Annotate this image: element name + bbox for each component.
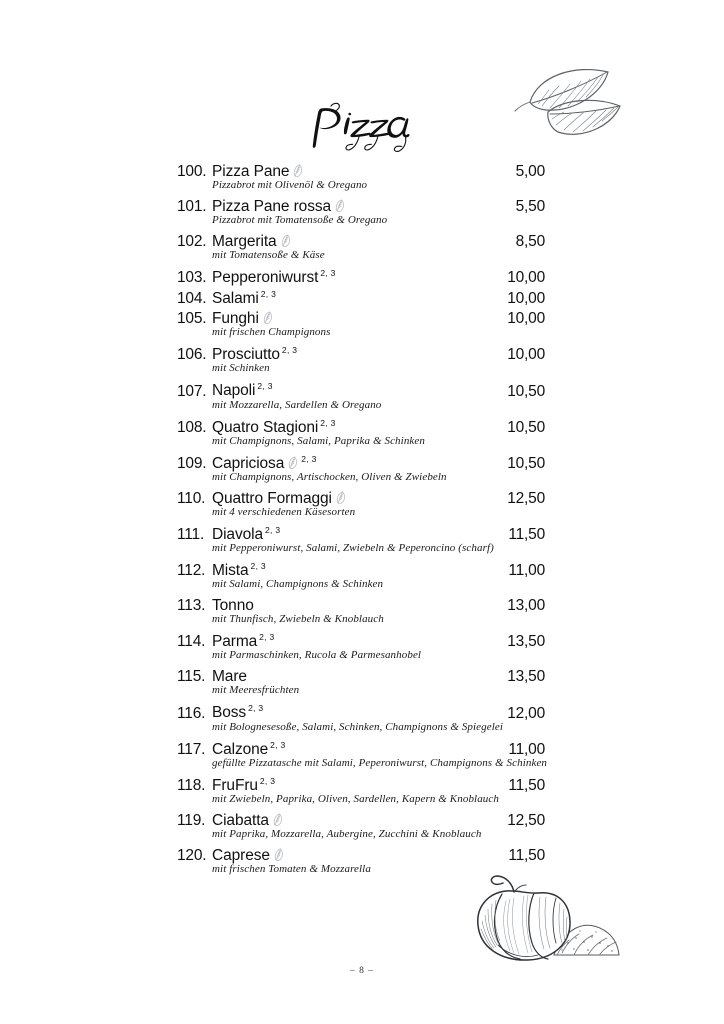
menu-item-number: 100. xyxy=(177,163,207,180)
vegetarian-leaf-icon xyxy=(293,164,304,177)
menu-item-number: 108. xyxy=(177,418,207,436)
menu-item xyxy=(0,310,724,338)
menu-item xyxy=(0,561,724,590)
menu-item-price: 13,50 xyxy=(507,668,545,686)
vegetarian-leaf-icon xyxy=(335,199,346,212)
menu-item-allergen-marks: 2, 3 xyxy=(301,453,317,464)
menu-item-price: 12,50 xyxy=(507,811,545,829)
menu-item-description: Pizzabrot mit Olivenöl & Oregano xyxy=(212,179,368,191)
menu-item-number: 112. xyxy=(177,562,206,580)
menu-item-name: Quattro Formaggi xyxy=(212,489,332,507)
menu-item-allergen-marks: 2, 3 xyxy=(270,739,286,750)
menu-item-name: Mista xyxy=(212,562,249,580)
menu-item-description: mit Salami, Champignons & Schinken xyxy=(212,578,384,591)
menu-item xyxy=(0,597,724,625)
menu-item-name-group xyxy=(212,268,336,287)
menu-item-price: 10,00 xyxy=(507,310,545,328)
menu-item-number: 107. xyxy=(177,382,207,400)
menu-item-allergen-marks: 2, 3 xyxy=(260,289,277,300)
menu-item-description: mit Meeresfrüchten xyxy=(212,684,300,697)
menu-item-name: Salami xyxy=(212,290,259,308)
menu-item-price: 11,50 xyxy=(508,776,545,794)
menu-item-name: Diavola xyxy=(212,526,263,544)
vegetarian-leaf-icon xyxy=(274,848,285,861)
menu-item-name-group xyxy=(212,289,276,308)
menu-item-description: gefüllte Pizzatasche mit Salami, Peperoniwurst, Champignons & Schinken xyxy=(212,756,548,769)
vegetarian-leaf-icon xyxy=(336,491,347,504)
menu-item xyxy=(0,418,724,447)
menu-item-number: 115. xyxy=(177,668,206,686)
menu-item xyxy=(0,740,724,769)
menu-item-number: 102. xyxy=(177,233,207,250)
menu-item-description: mit Champignons, Salami, Paprika & Schinken xyxy=(212,434,425,447)
menu-item xyxy=(0,454,724,483)
menu-item-price: 12,00 xyxy=(507,704,545,722)
menu-item-price: 12,50 xyxy=(507,489,545,507)
menu-item-name: Napoli xyxy=(212,382,256,400)
menu-item-description: mit Schinken xyxy=(212,362,270,375)
menu-item xyxy=(0,381,724,410)
menu-item-name: Quatro Stagioni xyxy=(212,418,319,436)
page-header xyxy=(0,52,724,157)
menu-item-description: mit Mozzarella, Sardellen & Oregano xyxy=(212,398,382,411)
menu-item-name: Funghi xyxy=(212,310,259,328)
menu-item-number: 119. xyxy=(177,811,206,829)
menu-item-price: 5,50 xyxy=(515,198,545,215)
menu-item-allergen-marks: 2, 3 xyxy=(281,345,298,356)
menu-item-price: 10,00 xyxy=(507,346,545,364)
menu-item-description: Pizzabrot mit Tomatensoße & Oregano xyxy=(212,214,388,226)
menu-item-description: mit Zwiebeln, Paprika, Oliven, Sardellen, Kapern & Knoblauch xyxy=(212,792,499,805)
menu-item-name: Margerita xyxy=(212,233,277,250)
menu-item-allergen-marks: 2, 3 xyxy=(248,703,264,714)
vegetarian-leaf-icon xyxy=(281,234,292,247)
menu-item xyxy=(0,703,724,732)
menu-item xyxy=(0,289,724,308)
menu-item-number: 116. xyxy=(177,704,206,722)
menu-item-name: Calzone xyxy=(212,740,269,758)
menu-item-number: 103. xyxy=(177,269,207,287)
menu-item-price: 11,50 xyxy=(508,846,545,864)
menu-item-name: Capriciosa xyxy=(212,454,285,472)
menu-item-allergen-marks: 2, 3 xyxy=(320,268,336,278)
menu-item xyxy=(0,233,724,261)
menu-item-price: 10,00 xyxy=(507,269,545,287)
menu-item-allergen-marks: 2, 3 xyxy=(259,632,275,643)
menu-item-price: 11,00 xyxy=(508,562,545,580)
menu-item-description: mit frischen Champignons xyxy=(212,326,331,339)
menu-item-name: Tonno xyxy=(212,597,254,615)
menu-item xyxy=(0,198,724,226)
vegetarian-leaf-icon xyxy=(263,311,274,324)
menu-item-description: mit Tomatensoße & Käse xyxy=(212,249,325,261)
menu-item-name: Caprese xyxy=(212,846,270,864)
menu-item-allergen-marks: 2, 3 xyxy=(257,381,273,392)
menu-item-name: Pepperoniwurst xyxy=(212,269,319,287)
menu-item-name: Prosciutto xyxy=(212,346,280,364)
menu-item-number: 120. xyxy=(177,846,207,864)
menu-item-number: 101. xyxy=(177,198,207,215)
menu-item-price: 11,50 xyxy=(508,526,545,544)
menu-item-description: mit Pepperoniwurst, Salami, Zwiebeln & Peperoncino (scharf) xyxy=(212,542,494,555)
menu-item-name-group xyxy=(212,381,273,400)
menu-item-allergen-marks: 2, 3 xyxy=(250,561,266,572)
menu-item-price: 5,00 xyxy=(515,163,545,180)
menu-item-description: mit Parmaschinken, Rucola & Parmesanhobel xyxy=(212,649,422,662)
menu-item-description: mit Paprika, Mozzarella, Aubergine, Zucchini & Knoblauch xyxy=(212,827,482,840)
bell-pepper-icon xyxy=(462,873,632,968)
menu-item-price: 10,50 xyxy=(507,382,545,400)
menu-item-name: FruFru xyxy=(212,776,258,794)
menu-item-number: 104. xyxy=(177,290,207,308)
vegetarian-leaf-icon xyxy=(288,456,299,469)
menu-item xyxy=(0,847,724,875)
menu-item-price: 10,50 xyxy=(507,418,545,436)
menu-item-name: Pizza Pane rossa xyxy=(212,198,332,215)
menu-item xyxy=(0,345,724,374)
page-number: – 8 – xyxy=(350,966,374,976)
menu-item-description: mit Champignons, Artischocken, Oliven & Zwiebeln xyxy=(212,470,447,483)
menu-item-number: 109. xyxy=(177,454,207,472)
menu-item xyxy=(0,490,724,518)
menu-item xyxy=(0,776,724,805)
menu-item-description: mit Thunfisch, Zwiebeln & Knoblauch xyxy=(212,613,384,626)
menu-item-number: 111. xyxy=(177,526,205,544)
vegetarian-leaf-icon xyxy=(273,813,284,826)
menu-item xyxy=(0,668,724,696)
menu-item-number: 105. xyxy=(177,310,207,328)
menu-item xyxy=(0,632,724,661)
menu-item-allergen-marks: 2, 3 xyxy=(320,417,336,428)
menu-item-number: 106. xyxy=(177,346,207,364)
menu-item-description: mit frischen Tomaten & Mozzarella xyxy=(212,862,371,875)
menu-item-name: Pizza Pane xyxy=(212,163,290,180)
menu-list xyxy=(0,163,724,882)
menu-item-price: 13,00 xyxy=(507,597,545,615)
menu-item xyxy=(0,163,724,191)
menu-item xyxy=(0,812,724,840)
menu-item xyxy=(0,268,724,287)
menu-item-name: Boss xyxy=(212,704,247,722)
menu-item-allergen-marks: 2, 3 xyxy=(265,524,281,535)
menu-item-name-group xyxy=(212,703,263,722)
menu-item-price: 10,50 xyxy=(507,454,545,472)
menu-item-number: 113. xyxy=(177,597,206,615)
menu-item-price: 8,50 xyxy=(515,233,545,250)
menu-item-number: 110. xyxy=(177,489,206,507)
menu-item-price: 11,00 xyxy=(508,740,545,758)
menu-item-name: Ciabatta xyxy=(212,811,269,829)
menu-item-number: 117. xyxy=(177,740,206,758)
menu-item-name: Mare xyxy=(212,668,247,686)
menu-item-price: 10,00 xyxy=(507,290,545,308)
menu-item-number: 114. xyxy=(177,633,206,651)
menu-item-allergen-marks: 2, 3 xyxy=(259,775,276,786)
page-title xyxy=(0,98,724,164)
menu-item-price: 13,50 xyxy=(507,633,545,651)
menu-item-name-group xyxy=(212,740,286,759)
menu-item xyxy=(0,525,724,554)
menu-item-name: Parma xyxy=(212,633,258,651)
menu-item-description: mit 4 verschiedenen Käsesorten xyxy=(212,505,356,518)
menu-item-number: 118. xyxy=(177,776,206,794)
menu-item-name-group xyxy=(212,418,336,437)
menu-item-description: mit Bolognesesoße, Salami, Schinken, Champignons & Spiegelei xyxy=(212,720,504,733)
